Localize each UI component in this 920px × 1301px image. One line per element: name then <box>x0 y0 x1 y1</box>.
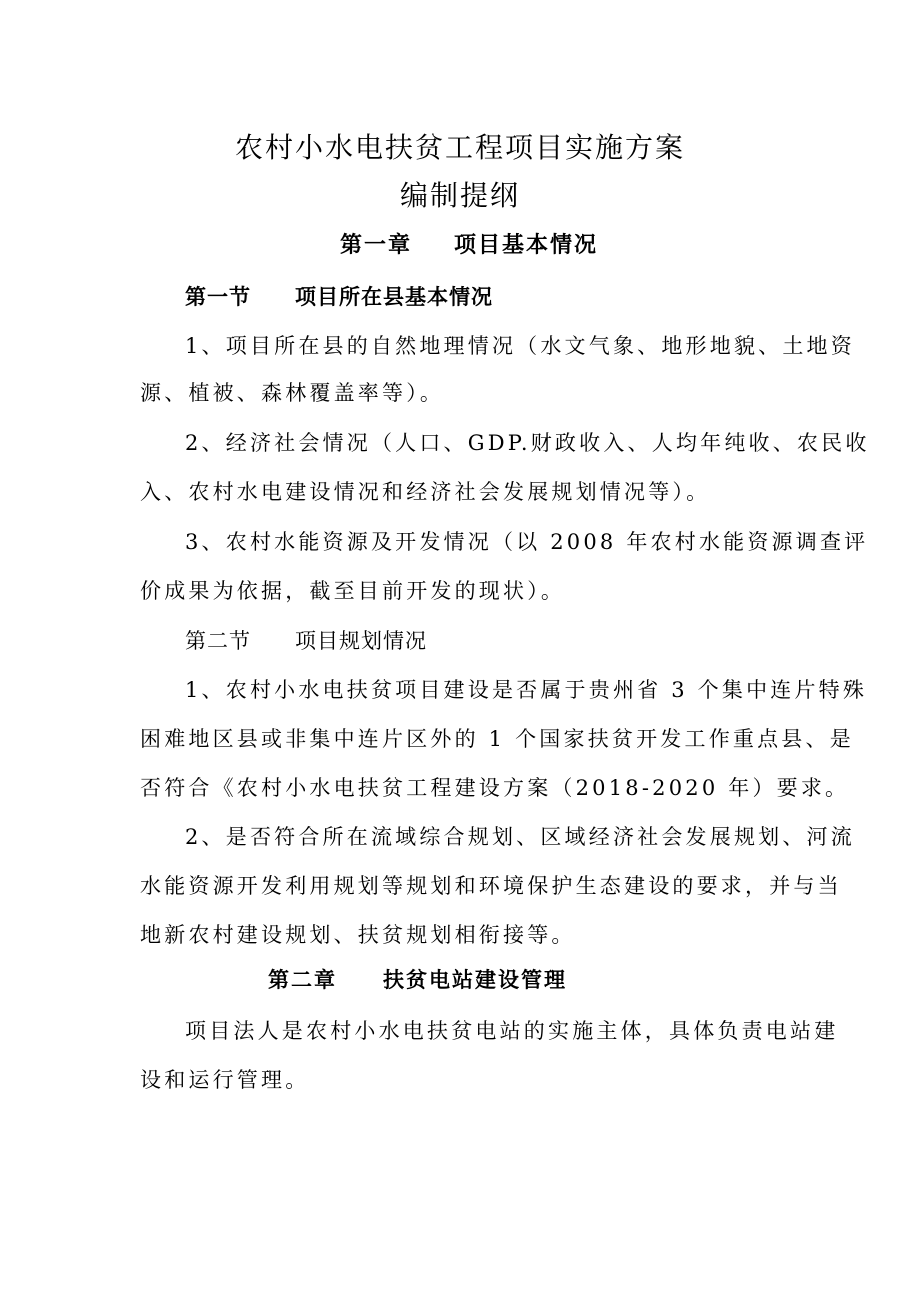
chapter-2-heading <box>268 965 567 995</box>
section-1-name: 项目所在县基本情况 <box>295 284 493 309</box>
section-2-heading <box>185 626 427 656</box>
paragraph-line: 价成果为依据，截至目前开发的现状）。 <box>140 579 566 603</box>
paragraph-line: 项目法人是农村小水电扶贫电站的实施主体，具体负责电站建 <box>185 1019 839 1043</box>
section-1-label: 第一节 <box>185 284 251 309</box>
paragraph-line: 1、农村小水电扶贫项目建设是否属于贵州省 3 个集中连片特殊 <box>185 678 868 702</box>
paragraph-line: 入、农村水电建设情况和经济社会发展规划情况等）。 <box>140 480 711 504</box>
paragraph-line: 3、农村水能资源及开发情况（以 2008 年农村水能资源调查评 <box>185 530 869 554</box>
chapter-2-label: 第二章 <box>268 967 337 992</box>
section-2-label: 第二节 <box>185 629 251 653</box>
chapter-1-label: 第一章 <box>340 232 413 258</box>
paragraph-line: 2、经济社会情况（人口、GDP.财政收入、人均年纯收、农民收 <box>185 431 870 455</box>
paragraph-line: 设和运行管理。 <box>140 1068 310 1092</box>
paragraph-line: 地新农村建设规划、扶贫规划相衔接等。 <box>140 923 576 947</box>
section-2-name: 项目规划情况 <box>295 629 427 653</box>
chapter-1-name: 项目基本情况 <box>454 232 599 258</box>
paragraph-line: 水能资源开发利用规划等规划和环境保护生态建设的要求，并与当 <box>140 874 842 898</box>
document-subtitle: 编制提纲 <box>399 179 520 212</box>
chapter-1-heading <box>340 230 598 260</box>
paragraph-line: 困难地区县或非集中连片区外的 1 个国家扶贫开发工作重点县、是 <box>140 727 854 751</box>
paragraph-line: 2、是否符合所在流域综合规划、区域经济社会发展规划、河流 <box>185 825 855 849</box>
document-title: 农村小水电扶贫工程项目实施方案 <box>234 131 685 164</box>
paragraph-line: 1、项目所在县的自然地理情况（水文气象、地形地貌、土地资 <box>185 334 855 358</box>
paragraph-line: 源、植被、森林覆盖率等）。 <box>140 381 445 405</box>
chapter-2-name: 扶贫电站建设管理 <box>383 967 567 992</box>
section-1-heading <box>185 282 493 312</box>
paragraph-line: 否符合《农村小水电扶贫工程建设方案（2018-2020 年）要求。 <box>140 776 850 800</box>
